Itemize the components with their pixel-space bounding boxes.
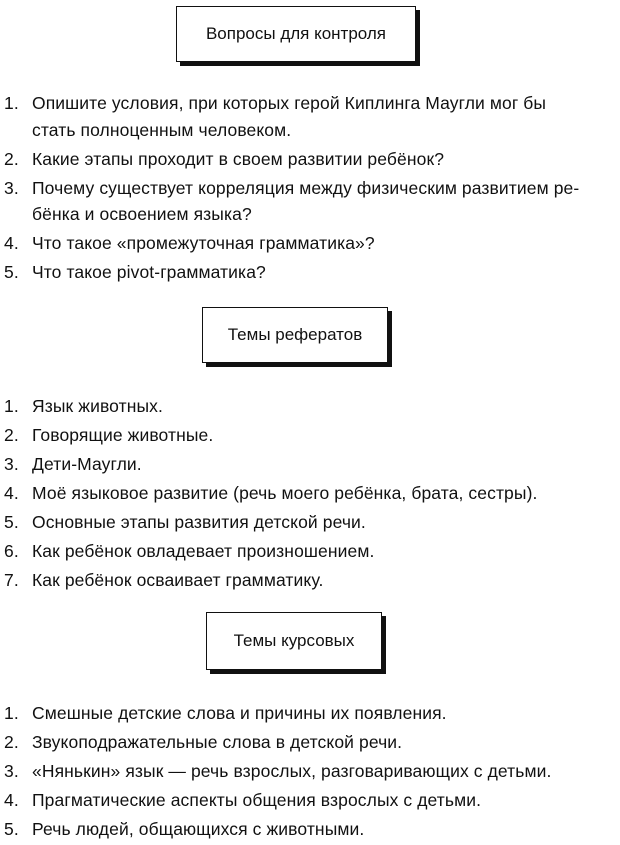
list-item-text: Звукоподражательные слова в детской речи.	[32, 732, 403, 752]
list-item-number: 2.	[4, 732, 19, 752]
section-title: Темы рефератов	[227, 325, 363, 344]
list-item-number: 4.	[4, 233, 19, 253]
list-item-number: 4.	[4, 483, 19, 503]
list-item-text: Моё языковое развитие (речь моего ребёнка, брата, сестры).	[32, 483, 538, 503]
list-item	[0, 259, 612, 286]
list-item-text: Язык животных.	[32, 396, 163, 416]
list-item	[0, 90, 612, 143]
list-item-text: «Нянькин» язык — речь взрослых, разговаривающих с детьми.	[32, 761, 552, 781]
section-title: Темы курсовых	[233, 631, 355, 650]
list-item-number: 6.	[4, 541, 19, 561]
control-questions-list	[0, 90, 612, 288]
list-item-number: 4.	[4, 790, 19, 810]
list-item	[0, 787, 612, 814]
list-item-number: 5.	[4, 512, 19, 532]
list-item-text: Что такое pivot-грамматика?	[32, 262, 266, 282]
list-item-text: Как ребёнок осваивает грамматику.	[32, 570, 324, 590]
list-item-number: 3.	[4, 454, 19, 474]
list-item	[0, 146, 612, 173]
section-title-box-coursework-topics	[206, 612, 382, 670]
list-item	[0, 538, 612, 565]
list-item-number: 1.	[4, 396, 19, 416]
list-item-number: 1.	[4, 703, 19, 723]
list-item-text: Дети-Маугли.	[32, 454, 142, 474]
list-item-text: Основные этапы развития детской речи.	[32, 512, 366, 532]
list-item	[0, 758, 612, 785]
list-item-text: бёнка и освоением языка?	[32, 204, 252, 224]
list-item	[0, 700, 612, 727]
section-title-box-essay-topics	[202, 307, 388, 363]
list-item-text: Почему существует корреляция между физическим развитием ре-	[32, 177, 580, 198]
list-item-text: Смешные детские слова и причины их появления.	[32, 703, 447, 723]
list-item	[0, 451, 612, 478]
list-item-number: 5.	[4, 262, 19, 282]
list-item-text: Опишите условия, при которых герой Киплинга Маугли мог бы	[32, 93, 547, 113]
list-item-number: 2.	[4, 148, 19, 169]
list-item-number: 2.	[4, 425, 19, 445]
list-item	[0, 509, 612, 536]
list-item-number: 3.	[4, 177, 19, 198]
list-item-text: Прагматические аспекты общения взрослых с детьми.	[32, 790, 482, 810]
list-item-text: Речь людей, общающихся с животными.	[32, 819, 365, 839]
essay-topics-list	[0, 393, 612, 596]
coursework-topics-list	[0, 700, 612, 845]
list-item-text: Как ребёнок овладевает произношением.	[32, 541, 375, 561]
list-item	[0, 729, 612, 756]
list-item	[0, 480, 612, 507]
list-item-number: 1.	[4, 93, 19, 113]
list-item-text: Какие этапы проходит в своем развитии ребёнок?	[32, 148, 445, 169]
list-item-text: стать полноценным человеком.	[32, 119, 292, 140]
list-item	[0, 230, 612, 257]
list-item	[0, 567, 612, 594]
section-title-box-control-questions	[176, 6, 416, 62]
list-item	[0, 422, 612, 449]
list-item-text: Говорящие животные.	[32, 425, 214, 445]
list-item-number: 5.	[4, 819, 19, 839]
list-item-number: 7.	[4, 570, 19, 590]
section-title: Вопросы для контроля	[205, 24, 387, 43]
list-item-number: 3.	[4, 761, 19, 781]
list-item-text: Что такое «промежуточная грамматика»?	[32, 233, 375, 253]
list-item	[0, 393, 612, 420]
list-item	[0, 175, 612, 228]
